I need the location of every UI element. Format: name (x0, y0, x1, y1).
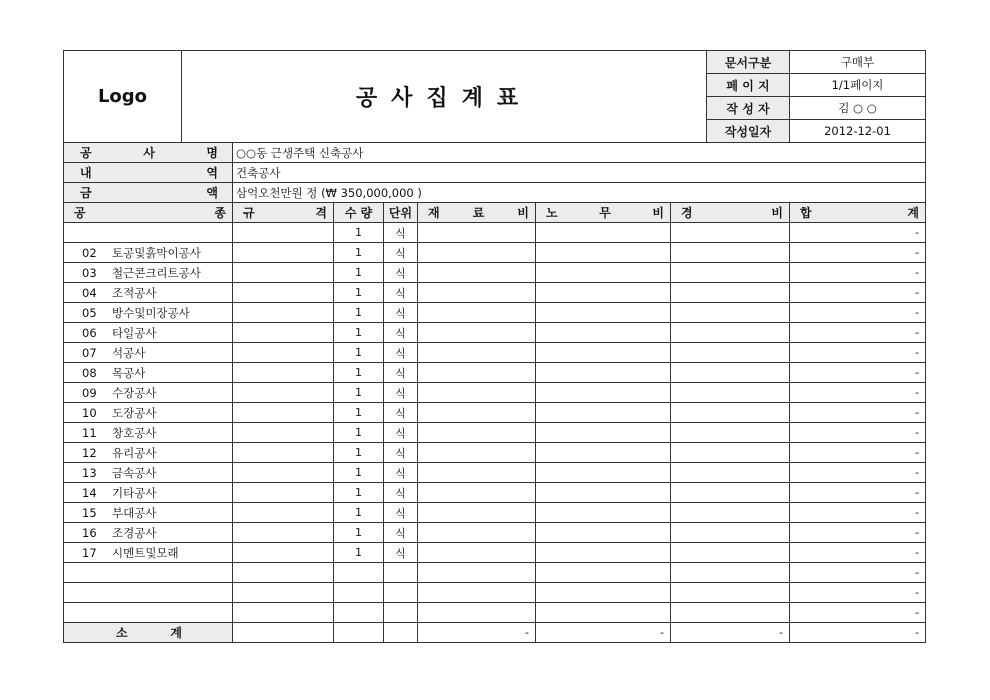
meta-value-date: 2012-12-01 (790, 120, 926, 143)
meta-value-page: 1/1페이지 (790, 74, 926, 97)
expense-cell (671, 383, 790, 403)
material-cell (418, 283, 536, 303)
item-name-cell (64, 343, 233, 363)
qty-cell: 1 (334, 343, 384, 363)
material-cell (418, 263, 536, 283)
qty-cell: 1 (334, 283, 384, 303)
item-name-cell (64, 243, 233, 263)
total-cell: - (790, 343, 926, 363)
spec-cell (233, 323, 334, 343)
table-row (64, 363, 926, 383)
table-row (64, 563, 926, 583)
spec-cell (233, 563, 334, 583)
qty-cell: 1 (334, 323, 384, 343)
table-row (64, 263, 926, 283)
total-cell: - (790, 223, 926, 243)
material-cell (418, 323, 536, 343)
spec-cell (233, 523, 334, 543)
spec-cell (233, 603, 334, 623)
meta-label-doc-type: 문서구분 (707, 51, 790, 74)
expense-cell (671, 403, 790, 423)
spec-cell (233, 303, 334, 323)
subtotal-expense: - (671, 623, 790, 643)
unit-cell (384, 563, 418, 583)
spec-cell (233, 223, 334, 243)
item-name: 부대공사 (112, 505, 157, 520)
item-name-cell (64, 583, 233, 603)
item-name-cell (64, 423, 233, 443)
item-name: 유리공사 (112, 445, 157, 460)
labor-cell (536, 563, 671, 583)
spec-cell (233, 283, 334, 303)
qty-cell: 1 (334, 503, 384, 523)
table-row (64, 243, 926, 263)
item-code: 06 (82, 325, 97, 340)
item-name: 수장공사 (112, 385, 157, 400)
table-row (64, 503, 926, 523)
total-cell: - (790, 563, 926, 583)
total-cell: - (790, 523, 926, 543)
item-name: 목공사 (112, 365, 146, 380)
meta-value-author: 김 ○ ○ (790, 97, 926, 120)
qty-cell: 1 (334, 223, 384, 243)
table-row (64, 403, 926, 423)
qty-cell (334, 563, 384, 583)
qty-cell: 1 (334, 483, 384, 503)
item-code: 11 (82, 425, 97, 440)
material-cell (418, 383, 536, 403)
item-code: 04 (82, 285, 97, 300)
labor-cell (536, 263, 671, 283)
labor-cell (536, 323, 671, 343)
table-row (64, 303, 926, 323)
total-cell: - (790, 583, 926, 603)
expense-cell (671, 563, 790, 583)
meta-label-page: 페 이 지 (707, 74, 790, 97)
material-cell (418, 303, 536, 323)
qty-cell: 1 (334, 383, 384, 403)
spec-cell (233, 463, 334, 483)
subtotal-material: - (418, 623, 536, 643)
header-table (63, 50, 926, 143)
total-cell: - (790, 483, 926, 503)
subtotal-labor: - (536, 623, 671, 643)
expense-cell (671, 523, 790, 543)
labor-cell (536, 283, 671, 303)
expense-cell (671, 363, 790, 383)
total-cell: - (790, 463, 926, 483)
unit-cell: 식 (384, 523, 418, 543)
expense-cell (671, 463, 790, 483)
item-code: 03 (82, 265, 97, 280)
expense-cell (671, 483, 790, 503)
expense-cell (671, 243, 790, 263)
unit-cell: 식 (384, 283, 418, 303)
table-row (64, 443, 926, 463)
table-row (64, 283, 926, 303)
table-row (64, 223, 926, 243)
expense-cell (671, 343, 790, 363)
col-header-expense: 경 비 (671, 203, 790, 223)
col-header-item: 공 종 (64, 203, 233, 223)
subtotal-total: - (790, 623, 926, 643)
spec-cell (233, 483, 334, 503)
material-cell (418, 603, 536, 623)
qty-cell: 1 (334, 523, 384, 543)
qty-cell: 1 (334, 263, 384, 283)
material-cell (418, 523, 536, 543)
qty-cell: 1 (334, 443, 384, 463)
labor-cell (536, 503, 671, 523)
total-cell: - (790, 243, 926, 263)
item-name: 시멘트및모래 (112, 545, 179, 560)
item-code: 09 (82, 385, 97, 400)
total-cell: - (790, 543, 926, 563)
item-name: 조경공사 (112, 525, 157, 540)
spec-cell (233, 343, 334, 363)
table-row (64, 323, 926, 343)
material-cell (418, 483, 536, 503)
unit-cell: 식 (384, 383, 418, 403)
total-cell: - (790, 423, 926, 443)
unit-cell: 식 (384, 223, 418, 243)
item-code: 07 (82, 345, 97, 360)
labor-cell (536, 343, 671, 363)
total-cell: - (790, 323, 926, 343)
material-cell (418, 503, 536, 523)
total-cell: - (790, 283, 926, 303)
table-row (64, 523, 926, 543)
labor-cell (536, 603, 671, 623)
material-cell (418, 243, 536, 263)
spec-cell (233, 243, 334, 263)
table-row (64, 583, 926, 603)
unit-cell: 식 (384, 303, 418, 323)
col-header-material: 재 료 비 (418, 203, 536, 223)
unit-cell: 식 (384, 403, 418, 423)
col-header-qty: 수 량 (334, 203, 384, 223)
labor-cell (536, 383, 671, 403)
item-name-cell (64, 463, 233, 483)
expense-cell (671, 583, 790, 603)
info-label-project: 공 사 명 (64, 143, 233, 163)
labor-cell (536, 483, 671, 503)
material-cell (418, 343, 536, 363)
expense-cell (671, 283, 790, 303)
item-code: 08 (82, 365, 97, 380)
info-label-detail: 내 역 (64, 163, 233, 183)
unit-cell: 식 (384, 263, 418, 283)
unit-cell: 식 (384, 463, 418, 483)
spec-cell (233, 543, 334, 563)
col-header-labor: 노 무 비 (536, 203, 671, 223)
item-name: 조적공사 (112, 285, 157, 300)
total-cell: - (790, 303, 926, 323)
item-name: 타일공사 (112, 325, 157, 340)
labor-cell (536, 303, 671, 323)
unit-cell: 식 (384, 543, 418, 563)
expense-cell (671, 303, 790, 323)
unit-cell (384, 603, 418, 623)
item-name-cell (64, 543, 233, 563)
table-row (64, 543, 926, 563)
item-name: 철근콘크리트공사 (112, 265, 201, 280)
qty-cell (334, 583, 384, 603)
info-value-project: ○○동 근생주택 신축공사 (233, 143, 926, 163)
spec-cell (233, 403, 334, 423)
item-name-cell (64, 563, 233, 583)
labor-cell (536, 363, 671, 383)
labor-cell (536, 243, 671, 263)
item-name-cell (64, 403, 233, 423)
material-cell (418, 543, 536, 563)
item-name-cell (64, 303, 233, 323)
spec-cell (233, 443, 334, 463)
logo: Logo (64, 51, 182, 143)
unit-cell: 식 (384, 363, 418, 383)
cost-table (63, 202, 926, 643)
material-cell (418, 563, 536, 583)
info-value-detail: 건축공사 (233, 163, 926, 183)
unit-cell: 식 (384, 443, 418, 463)
item-code: 13 (82, 465, 97, 480)
total-cell: - (790, 263, 926, 283)
total-cell: - (790, 403, 926, 423)
estimate-sheet (63, 50, 925, 643)
qty-cell: 1 (334, 403, 384, 423)
material-cell (418, 223, 536, 243)
item-code: 17 (82, 545, 97, 560)
total-cell: - (790, 503, 926, 523)
item-name-cell (64, 503, 233, 523)
meta-label-date: 작성일자 (707, 120, 790, 143)
material-cell (418, 443, 536, 463)
unit-cell: 식 (384, 243, 418, 263)
item-name-cell (64, 443, 233, 463)
item-name-cell (64, 283, 233, 303)
item-name-cell (64, 363, 233, 383)
item-code: 16 (82, 525, 97, 540)
table-row (64, 383, 926, 403)
meta-value-doc-type: 구매부 (790, 51, 926, 74)
expense-cell (671, 603, 790, 623)
qty-cell: 1 (334, 543, 384, 563)
unit-cell (384, 583, 418, 603)
qty-cell (334, 603, 384, 623)
table-row (64, 423, 926, 443)
labor-cell (536, 223, 671, 243)
info-value-amount: 삼억오천만원 정 (₩ 350,000,000 ) (233, 183, 926, 203)
item-name-cell (64, 383, 233, 403)
unit-cell: 식 (384, 483, 418, 503)
expense-cell (671, 503, 790, 523)
spec-cell (233, 383, 334, 403)
expense-cell (671, 223, 790, 243)
expense-cell (671, 443, 790, 463)
item-name: 기타공사 (112, 485, 157, 500)
expense-cell (671, 543, 790, 563)
material-cell (418, 363, 536, 383)
column-header-row (64, 203, 926, 223)
item-code: 05 (82, 305, 97, 320)
spec-cell (233, 363, 334, 383)
item-name-cell (64, 263, 233, 283)
item-name: 창호공사 (112, 425, 157, 440)
expense-cell (671, 263, 790, 283)
item-code: 02 (82, 245, 97, 260)
item-code: 14 (82, 485, 97, 500)
material-cell (418, 463, 536, 483)
item-name: 석공사 (112, 345, 146, 360)
table-row (64, 483, 926, 503)
labor-cell (536, 403, 671, 423)
col-header-unit: 단위 (384, 203, 418, 223)
unit-cell: 식 (384, 503, 418, 523)
qty-cell: 1 (334, 363, 384, 383)
total-cell: - (790, 383, 926, 403)
unit-cell: 식 (384, 323, 418, 343)
item-name-cell (64, 223, 233, 243)
item-name-cell (64, 523, 233, 543)
item-name: 방수및미장공사 (112, 305, 190, 320)
expense-cell (671, 423, 790, 443)
labor-cell (536, 443, 671, 463)
item-name: 토공및흙막이공사 (112, 245, 201, 260)
qty-cell: 1 (334, 463, 384, 483)
qty-cell: 1 (334, 243, 384, 263)
unit-cell: 식 (384, 423, 418, 443)
col-header-spec: 규 격 (233, 203, 334, 223)
table-row (64, 463, 926, 483)
spec-cell (233, 263, 334, 283)
unit-cell: 식 (384, 343, 418, 363)
page-title: 공사집계표 (182, 51, 707, 143)
qty-cell: 1 (334, 423, 384, 443)
subtotal-label: 소 계 (64, 623, 233, 643)
spec-cell (233, 503, 334, 523)
material-cell (418, 403, 536, 423)
table-row (64, 603, 926, 623)
qty-cell: 1 (334, 303, 384, 323)
total-cell: - (790, 363, 926, 383)
labor-cell (536, 523, 671, 543)
col-header-total: 합 계 (790, 203, 926, 223)
material-cell (418, 423, 536, 443)
total-cell: - (790, 603, 926, 623)
info-table (63, 142, 926, 203)
table-row (64, 343, 926, 363)
subtotal-row (64, 623, 926, 643)
item-name-cell (64, 603, 233, 623)
meta-label-author: 작 성 자 (707, 97, 790, 120)
info-label-amount: 금 액 (64, 183, 233, 203)
item-name-cell (64, 483, 233, 503)
labor-cell (536, 583, 671, 603)
item-code: 12 (82, 445, 97, 460)
material-cell (418, 583, 536, 603)
item-code: 15 (82, 505, 97, 520)
labor-cell (536, 543, 671, 563)
item-name-cell (64, 323, 233, 343)
item-name: 도장공사 (112, 405, 157, 420)
expense-cell (671, 323, 790, 343)
total-cell: - (790, 443, 926, 463)
item-code: 10 (82, 405, 97, 420)
item-name: 금속공사 (112, 465, 157, 480)
spec-cell (233, 583, 334, 603)
spec-cell (233, 423, 334, 443)
labor-cell (536, 463, 671, 483)
labor-cell (536, 423, 671, 443)
